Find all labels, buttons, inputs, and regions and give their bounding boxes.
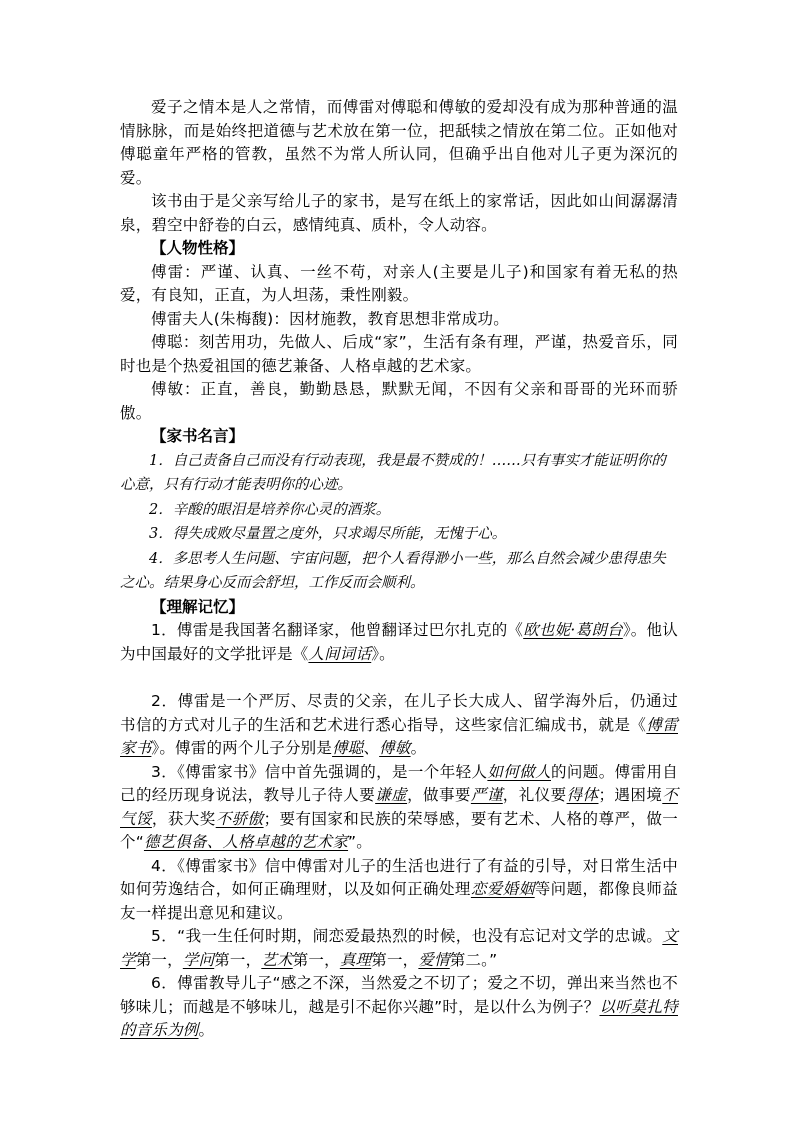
- memory-item-3: [120, 761, 678, 855]
- character-fucong: 傅聪：刻苦用功，先做人、后成“家”，生活有条有理，严谨，热爱音乐，同时也是个热爱祖国的德艺兼备、人格卓越的艺术家。: [120, 333, 678, 375]
- memory-item-4: [120, 855, 678, 926]
- intro-paragraph-1: 爱子之情本是人之常情，而傅雷对傅聪和傅敏的爱却没有成为那种普通的温情脉脉，而是始终把道德与艺术放在第一位，把舐犊之情放在第二位。正如他对傅聪童年严格的管教，虽然不为常人所认同，但确乎出自他对儿子更为深沉的爱。: [120, 98, 678, 187]
- text: ；要有国家和民族的荣辱感，要有艺术、人格的尊严，做一个“: [120, 809, 678, 851]
- text: 6．傅雷教导儿子“感之不深，当然爱之不切了；爱之不切，弹出来当然也不够味儿；而越是不够味儿，越是引不起你兴趣”时，是以什么为例子？: [120, 974, 678, 1016]
- text: 。: [198, 1021, 215, 1039]
- answer-not-discouraged: 不气馁: [120, 786, 678, 828]
- memory-item-2: [120, 690, 678, 761]
- text: 第一，: [292, 950, 340, 969]
- text: 等问题，都像良师益友一样提出意见和建议。: [120, 880, 678, 922]
- character-fulei: 傅雷：严谨、认真、一丝不苟，对亲人(主要是儿子)和国家有着无私的热爱，有良知，正直，为人坦荡，秉性刚毅。: [120, 262, 678, 304]
- answer-artist: 德艺俱备、人格卓越的艺术家: [143, 833, 349, 851]
- text: 的问题。傅雷用自己的经历现身说法，教导儿子待人要: [120, 762, 678, 804]
- answer-art: 艺术: [261, 950, 293, 969]
- text: ，礼仪要: [502, 786, 567, 804]
- answer-truth: 真理: [339, 950, 372, 969]
- answer-rigorous: 严谨: [470, 786, 503, 804]
- text: 第二。”: [449, 950, 498, 969]
- text: ；遇困境: [598, 786, 663, 804]
- text: 4．《傅雷家书》信中傅雷对儿子的生活也进行了有益的引导，对日常生活中如何劳逸结合，如何正确理财，以及如何正确处理: [120, 856, 678, 898]
- memory-item-5: [120, 925, 678, 972]
- answer-book-title: 傅雷家书: [120, 715, 678, 757]
- answer-modest: 谦虚: [375, 786, 408, 804]
- answer-literature: 文学: [120, 927, 678, 969]
- text: 》。: [371, 644, 395, 663]
- quote-1: 1．自己责备自己而没有行动表现，我是最不赞成的！……只有事实才能证明你的心意，只有行动才能表明你的心迹。: [120, 452, 666, 493]
- text: 》。他认为中国最好的文学批评是《: [120, 621, 678, 663]
- text: 、: [363, 739, 380, 757]
- memory-item-1: [120, 619, 678, 666]
- answer-not-arrogant: 不骄傲: [215, 809, 264, 828]
- quote-3: 3．得失成败尽量置之度外，只求竭尽所能，无愧于心。: [149, 526, 507, 542]
- quote-4: 4．多思考人生问题、宇宙问题，把个人看得渺小一些，那么自然会减少患得患失之心。结果身心反而会舒坦，工作反而会顺利。: [120, 550, 666, 591]
- text: 。: [410, 739, 427, 757]
- answer-love: 爱情: [418, 950, 450, 969]
- text: ，做事要: [407, 786, 471, 804]
- answer-fumin: 傅敏: [379, 739, 411, 757]
- text: 3．《傅雷家书》信中首先强调的，是一个年轻人: [151, 762, 488, 781]
- section-heading-memory: 【理解记忆】: [151, 597, 245, 616]
- memory-item-6: [120, 972, 678, 1043]
- text: 2．傅雷是一个严厉、尽责的父亲，在儿子长大成人、留学海外后，仍通过书信的方式对儿子的生活和艺术进行悉心指导，这些家信汇编成书，就是《: [120, 692, 678, 734]
- text: 第一，: [214, 950, 262, 969]
- answer-proper: 得体: [566, 786, 599, 804]
- text: 第一，: [135, 950, 183, 969]
- text: 》。傅雷的两个儿子分别是: [151, 739, 333, 757]
- answer-how-to-be: 如何做人: [487, 762, 551, 781]
- section-heading-characters: 【人物性格】: [151, 239, 245, 257]
- character-fumin: 傅敏：正直，善良，勤勤恳恳，默默无闻，不因有父亲和哥哥的光环而骄傲。: [120, 380, 678, 422]
- answer-fucong: 傅聪: [332, 739, 364, 757]
- intro-paragraph-2: 该书由于是父亲写给儿子的家书，是写在纸上的家常话，因此如山间潺潺清泉，碧空中舒卷的白云，感情纯真、质朴，令人动容。: [120, 192, 678, 234]
- text: ”。: [348, 833, 372, 851]
- text: 第一，: [371, 950, 419, 969]
- text: 5．“我一生任何时期，闹恋爱最热烈的时候，也没有忘记对文学的忠诚。: [151, 927, 663, 945]
- answer-learning: 学问: [182, 950, 215, 969]
- document-page: [120, 96, 678, 1043]
- answer-mozart: 以听莫扎特的音乐为例: [120, 997, 678, 1039]
- answer-eugenie-grandet: 欧也妮·葛朗台: [523, 621, 623, 639]
- text: ，获大奖: [151, 809, 216, 828]
- section-heading-quotes: 【家书名言】: [151, 427, 245, 445]
- answer-renjian-cihua: 人间词话: [308, 644, 372, 663]
- text: 1．傅雷是我国著名翻译家，他曾翻译过巴尔扎克的《: [151, 621, 524, 639]
- character-wife: 傅雷夫人(朱梅馥)：因材施教，教育思想非常成功。: [151, 309, 509, 328]
- blank-gap: [120, 666, 678, 690]
- quote-2: 2．辛酸的眼泪是培养你心灵的酒浆。: [149, 501, 391, 518]
- answer-love-marriage: 恋爱婚姻: [470, 880, 535, 898]
